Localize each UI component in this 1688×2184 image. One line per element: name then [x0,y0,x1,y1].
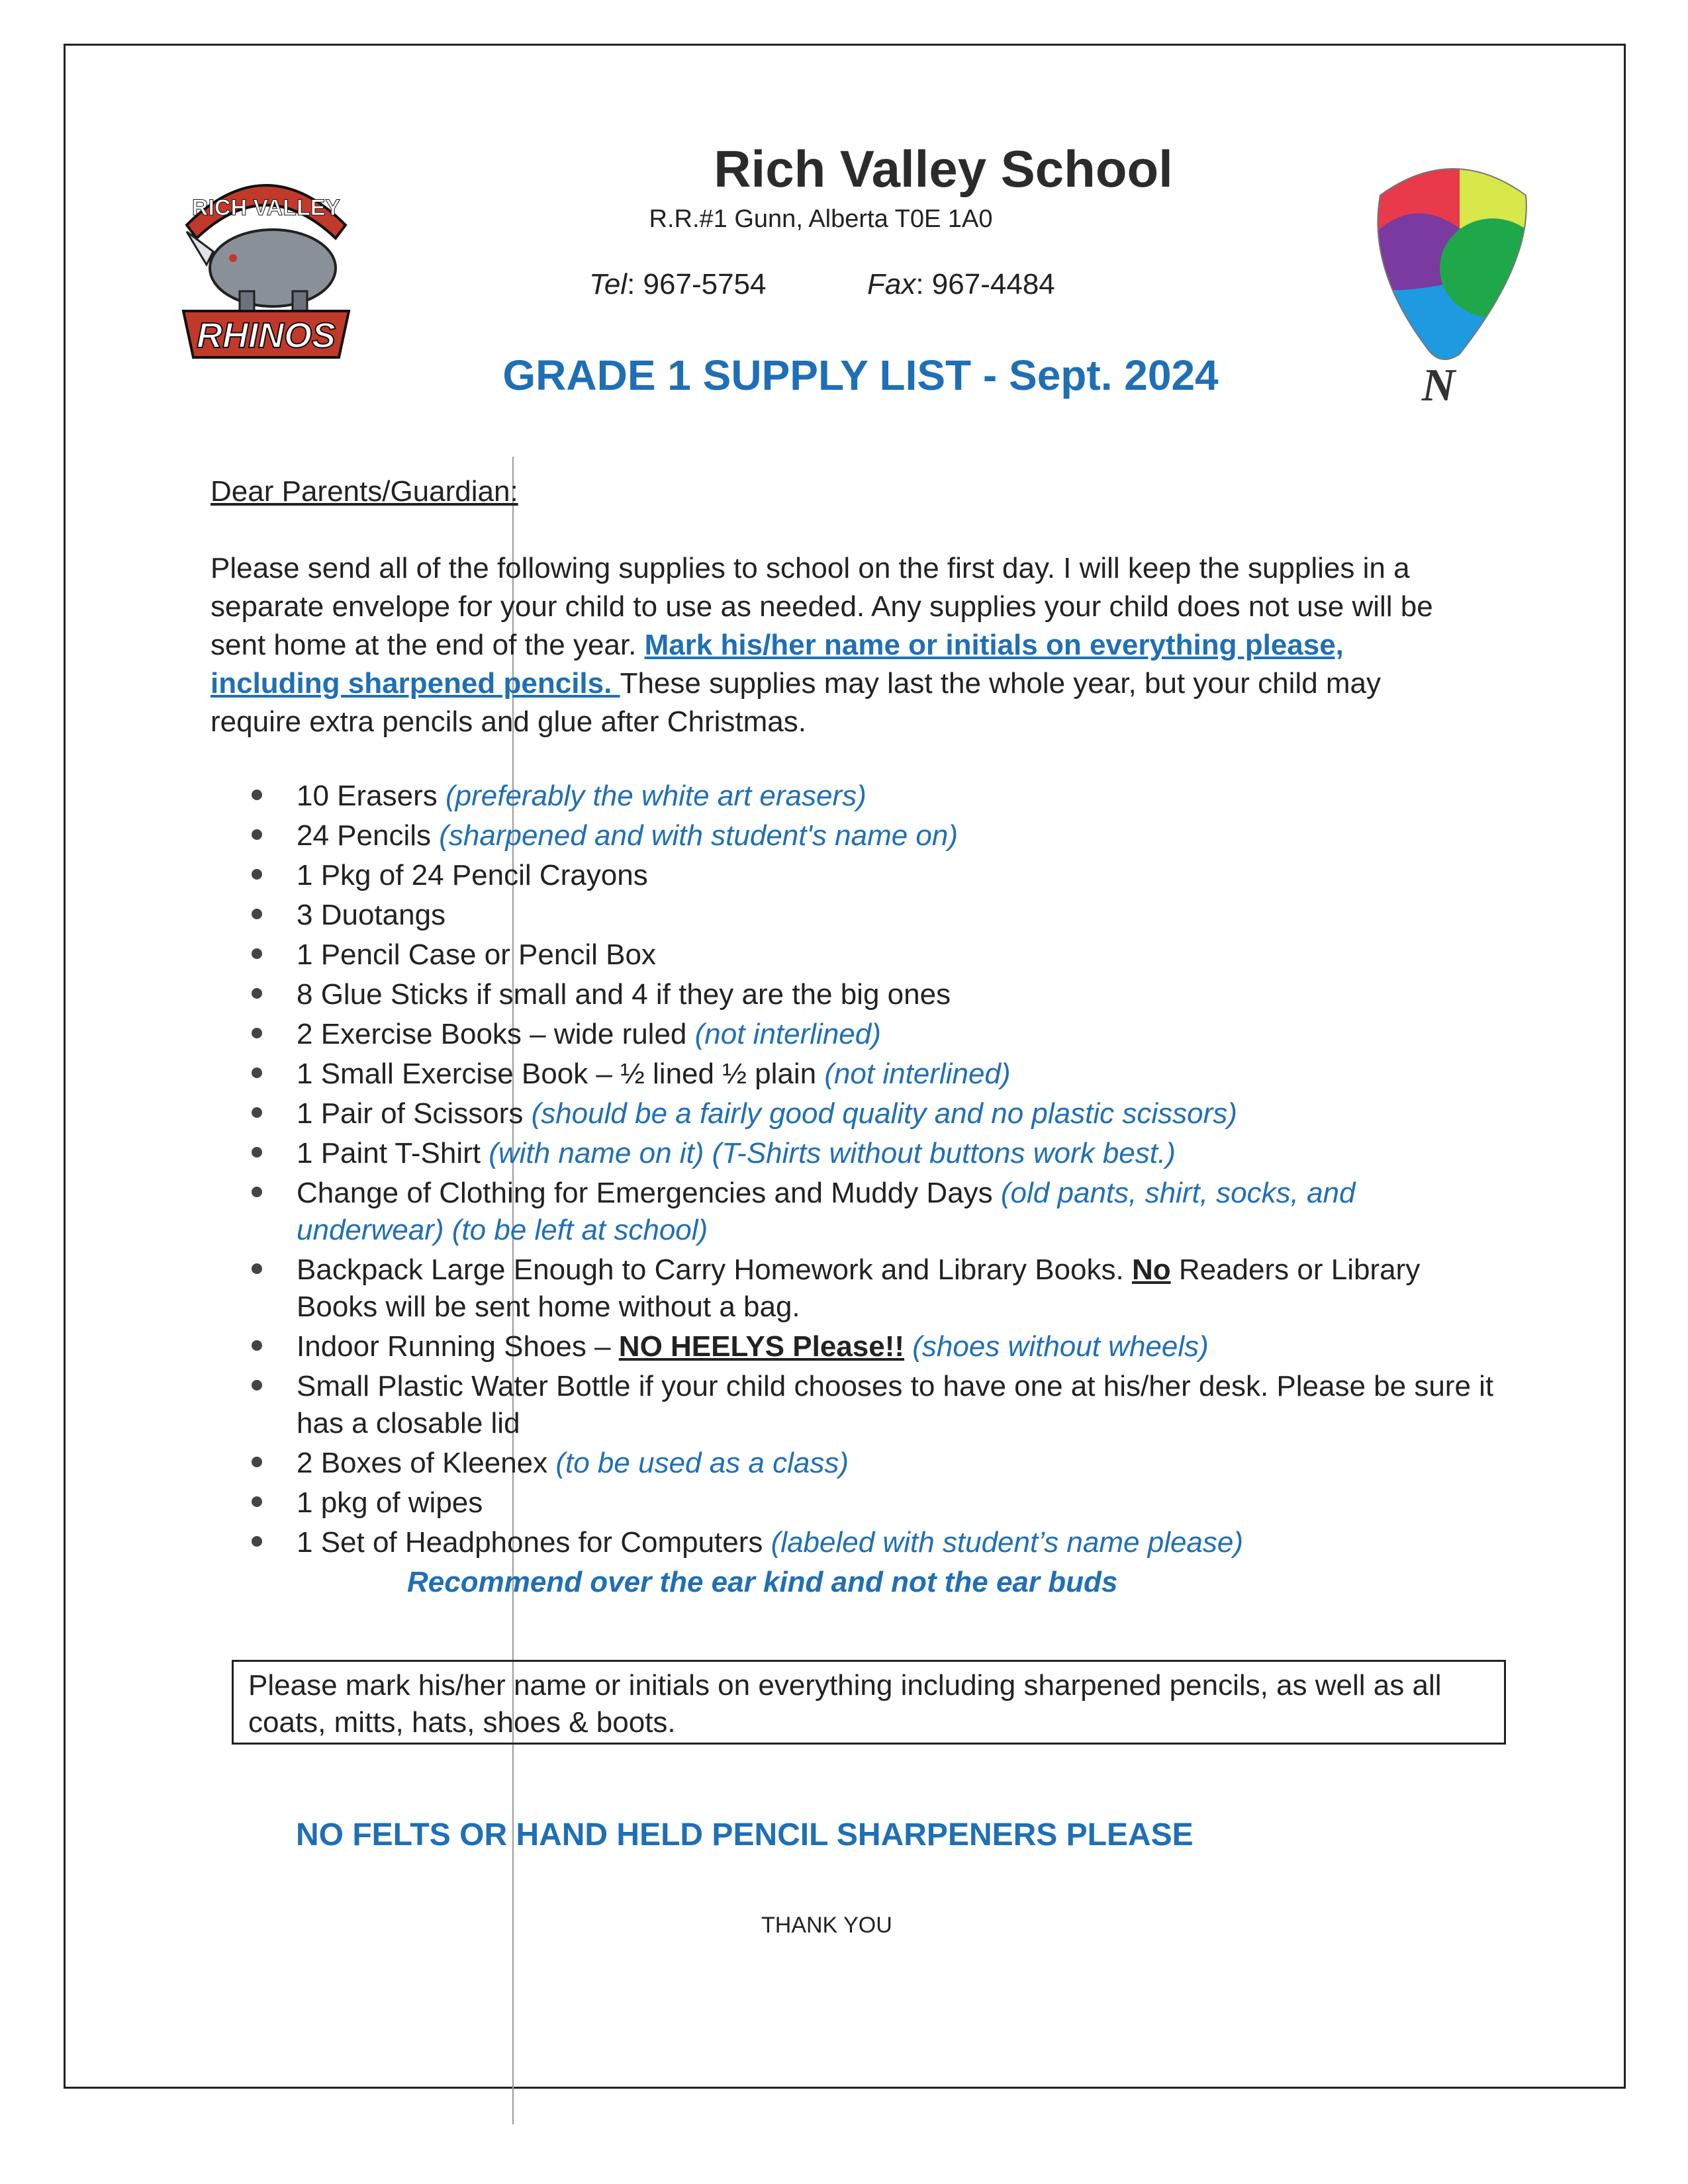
list-item [245,1016,1503,1053]
item-text: 1 Pkg of 24 Pencil Crayons [297,859,648,891]
fax-label: Fax [867,268,916,300]
item-text: Backpack Large Enough to Carry Homework and Library Books. [297,1253,1132,1286]
item-text: 8 Glue Sticks if small and 4 if they are the big ones [297,978,951,1011]
item-note: (labeled with student’s name please) [771,1526,1244,1559]
item-note: (not interlined) [824,1058,1011,1090]
list-item [245,897,1503,934]
item-text: Indoor Running Shoes – [297,1330,619,1363]
logo-top-text: RICH VALLEY [191,195,341,220]
item-note: (preferably the white art erasers) [445,780,867,812]
item-emphasis: NO HEELYS Please!! [618,1330,905,1363]
list-item [245,778,1503,815]
bullet-icon [252,1457,262,1467]
list-item [245,1095,1503,1132]
item-text: 1 Set of Headphones for Computers [297,1526,771,1559]
bullet-icon [252,909,262,919]
item-text: 2 Boxes of Kleenex [297,1447,556,1479]
thank-you: THANK YOU [761,1913,892,1938]
school-name: Rich Valley School [714,140,1173,198]
list-item [245,1328,1503,1365]
list-item [245,817,1503,854]
item-note: (should be a fairly good quality and no plastic scissors) [531,1097,1237,1130]
bullet-icon [252,1263,262,1274]
list-item [245,1251,1503,1326]
headphone-recommendation: Recommend over the ear kind and not the ear buds [407,1566,1118,1598]
no-felts-notice: NO FELTS OR HAND HELD PENCIL SHARPENERS PLEASE [296,1817,1194,1852]
list-item [245,1484,1503,1522]
tel-value: : 967-5754 [627,268,767,300]
item-text: 3 Duotangs [297,899,446,931]
list-item [245,1445,1503,1482]
item-note: (not interlined) [694,1018,881,1050]
item-text: 2 Exercise Books – wide ruled [297,1018,695,1050]
bullet-icon [252,1380,262,1390]
supply-list [245,778,1503,1604]
document-title: GRADE 1 SUPPLY LIST - Sept. 2024 [502,351,1219,399]
bullet-icon [252,1147,262,1158]
rhinos-logo [173,152,359,364]
intro-text-1: Please send all of the following supplies to school on the first day. I will keep the supplies in a separate envelope for your child to use as needed. Any supplies your child does not use will be sent home at the end of the year. [211,552,1433,661]
list-item [245,1524,1503,1561]
item-text: 10 Erasers [297,780,445,812]
logo-bottom-text: RHINOS [196,316,336,355]
bullet-icon [252,829,262,840]
boxed-reminder: Please mark his/her name or initials on everything including sharpened pencils, as well as all coats, mitts, hats, shoes & boots. [232,1660,1506,1745]
intro-mark-instruction: Mark his/her name or initials on everything please, including sharpened pencils. [211,629,1344,700]
item-text: 1 Paint T-Shirt [297,1137,489,1169]
bullet-icon [252,1536,262,1547]
list-item [245,1175,1503,1249]
item-note: (shoes without wheels) [912,1330,1209,1363]
list-item [245,1368,1503,1442]
tel-label: Tel [589,268,628,300]
item-text: 1 pkg of wipes [297,1486,483,1519]
bullet-icon [252,948,262,959]
bullet-icon [252,790,262,800]
item-text: 24 Pencils [297,819,440,852]
school-address: R.R.#1 Gunn, Alberta T0E 1A0 [649,205,993,233]
item-text-cont [904,1330,912,1363]
list-item [245,857,1503,894]
telephone [589,268,767,301]
bullet-icon [252,1187,262,1197]
item-note: (old pants, shirt, socks, and underwear) (to be left at school) [297,1177,1356,1246]
item-text: 1 Pencil Case or Pencil Box [297,938,656,971]
bullet-icon [252,988,262,999]
fax-value: : 967-4484 [915,268,1055,300]
bullet-icon [252,1340,262,1351]
item-text: Change of Clothing for Emergencies and Muddy Days [297,1177,1001,1209]
item-note: (to be used as a class) [555,1447,849,1479]
item-note: (with name on it) (T-Shirts without buttons work best.) [489,1137,1176,1169]
list-item [245,1135,1503,1172]
bullet-icon [252,1068,262,1078]
item-text: 1 Small Exercise Book – ½ lined ½ plain [297,1058,825,1090]
greeting: Dear Parents/Guardian: [211,475,518,508]
intro-text-2: These supplies may last the whole year, but your child may require extra pencils and glue after Christmas. [211,667,1382,738]
list-item [245,976,1503,1013]
bullet-icon [252,1107,262,1118]
list-item [245,936,1503,974]
item-note: (sharpened and with student's name on) [439,819,959,852]
bullet-icon [252,869,262,880]
logo-letter-n: N [1421,360,1456,407]
item-text: Small Plastic Water Bottle if your child chooses to have one at his/her desk. Please be sure it has a closable lid [297,1370,1494,1439]
fax [867,268,1055,301]
item-text: 1 Pair of Scissors [297,1097,532,1130]
bullet-icon [252,1496,262,1507]
bullet-icon [252,1028,262,1038]
list-item [245,1056,1503,1093]
colorful-pick-logo [1360,156,1546,407]
item-emphasis: No [1131,1253,1171,1286]
item-text-cont: Readers or Library Books will be sent home without a bag. [297,1253,1421,1323]
intro-paragraph [211,549,1468,741]
